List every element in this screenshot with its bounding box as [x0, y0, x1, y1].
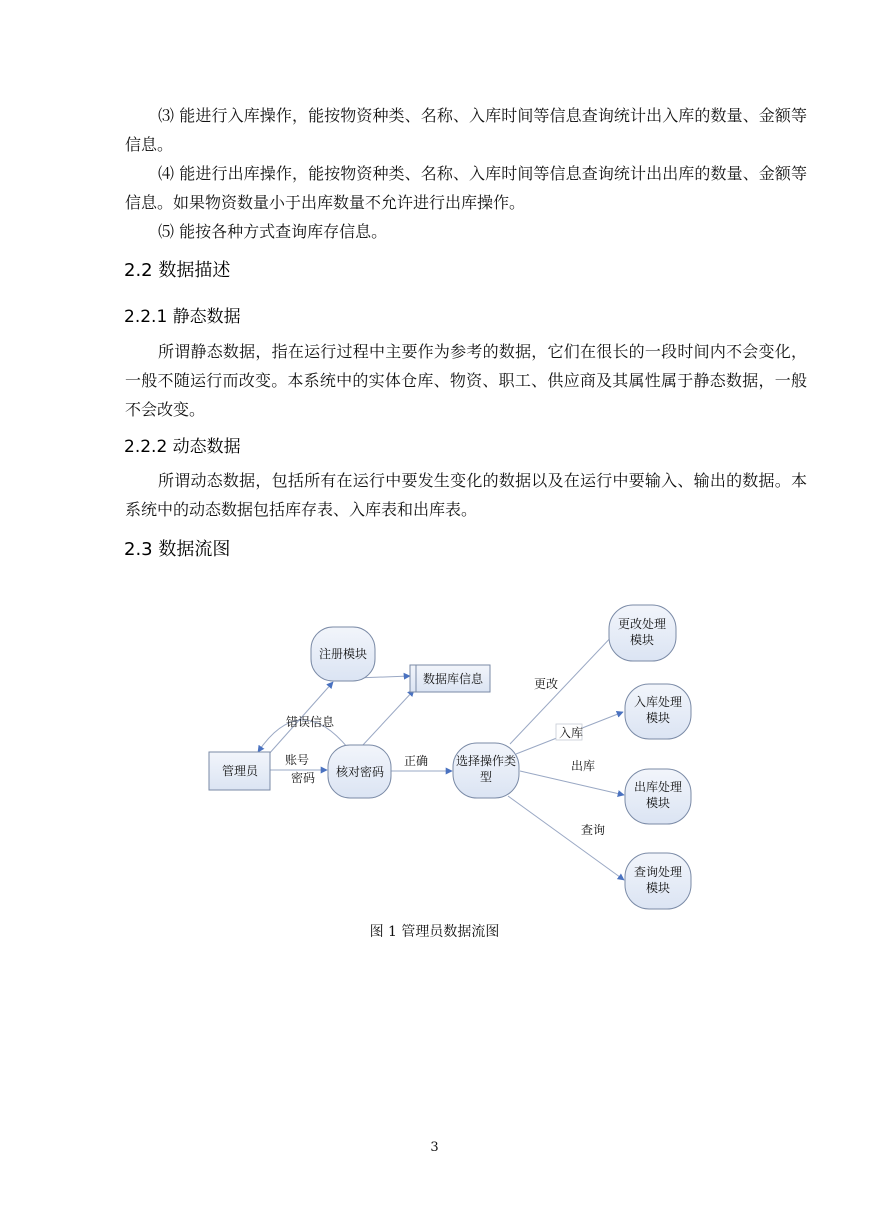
edge-label-correct: 正确	[404, 754, 429, 768]
paragraph-item-5: ⑸ 能按各种方式查询库存信息。	[158, 222, 388, 241]
edge-label-query: 查询	[581, 823, 606, 837]
outstock-module-label-line1: 出库处理	[633, 780, 683, 794]
select-operation-label-line2: 型	[479, 770, 493, 784]
page-number: 3	[430, 1140, 439, 1155]
modify-module-label-line1: 更改处理	[617, 617, 667, 631]
paragraph-item-4: ⑷ 能进行出库操作，能按物资种类、名称、入库时间等信息查询统计出出库的数量、金额等信息。如果物资数量小于出库数量不允许进行出库操作。	[125, 164, 807, 212]
instock-module-label-line2: 模块	[645, 711, 671, 725]
query-module-label-line2: 模块	[645, 881, 671, 895]
heading-2-2: 2.2 数据描述	[124, 260, 231, 281]
figure-caption: 图 1 管理员数据流图	[369, 924, 500, 940]
verify-password-label: 核对密码	[335, 765, 385, 779]
paragraph-item-3: ⑶ 能进行入库操作，能按物资种类、名称、入库时间等信息查询统计出入库的数量、金额等信息。	[125, 106, 807, 154]
edge-label-outstock: 出库	[571, 759, 596, 773]
edge-label-error-info: 错误信息	[286, 715, 335, 729]
edge-label-account: 账号	[285, 753, 310, 767]
edge-select-outstock	[520, 771, 624, 795]
query-module-label-line1: 查询处理	[633, 865, 683, 879]
instock-module-label-line1: 入库处理	[633, 695, 683, 709]
database-store-label: 数据库信息	[422, 672, 484, 686]
dynamic-data-paragraph: 所谓动态数据，包括所有在运行中要发生变化的数据以及在运行中要输入、输出的数据。本系统中的动态数据包括库存表、入库表和出库表。	[125, 471, 807, 519]
edge-label-password: 密码	[291, 771, 316, 785]
edge-verify-db	[362, 690, 414, 746]
heading-2-2-2: 2.2.2 动态数据	[124, 437, 241, 457]
register-module-label: 注册模块	[318, 647, 368, 661]
edge-select-query	[508, 796, 624, 880]
outstock-module-label-line2: 模块	[645, 796, 671, 810]
admin-label: 管理员	[221, 764, 259, 778]
heading-2-2-1: 2.2.1 静态数据	[124, 307, 241, 327]
edge-label-modify: 更改	[534, 677, 559, 691]
static-data-paragraph: 所谓静态数据，指在运行过程中主要作为参考的数据，它们在很长的一段时间内不会变化，一般不随运行而改变。本系统中的实体仓库、物资、职工、供应商及其属性属于静态数据，一般不会改变。	[125, 342, 807, 419]
heading-2-3: 2.3 数据流图	[124, 539, 231, 560]
modify-module-label-line2: 模块	[629, 633, 655, 647]
select-operation-label-line1: 选择操作类	[455, 754, 517, 768]
data-flow-diagram	[0, 590, 869, 920]
edge-label-instock: 入库	[559, 726, 584, 740]
